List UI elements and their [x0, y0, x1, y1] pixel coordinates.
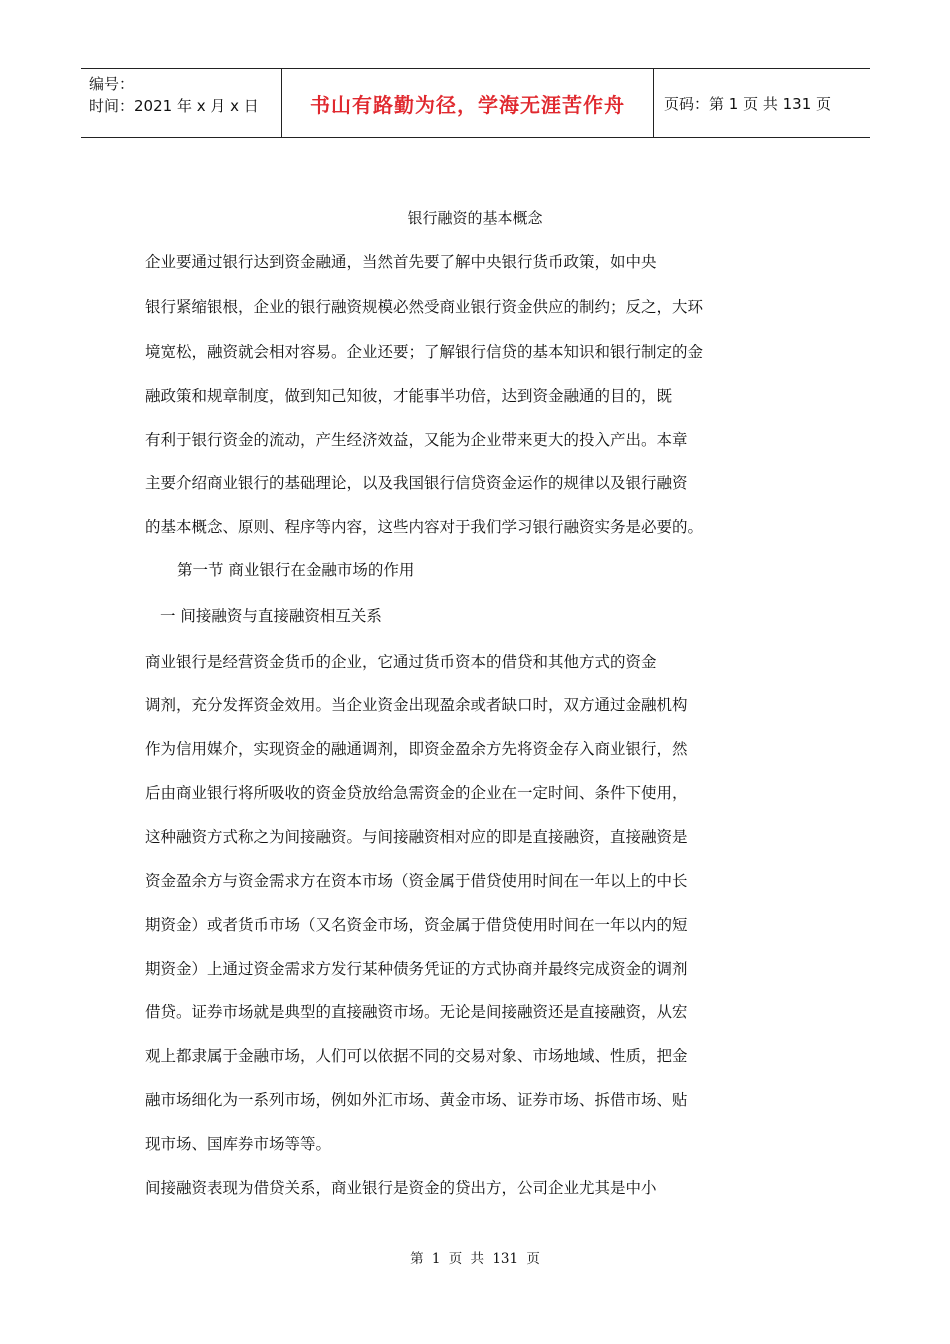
page-footer: 第 1 页 共 131 页 — [410, 1251, 540, 1267]
section-heading: 第一节 商业银行在金融市场的作用 — [177, 561, 415, 579]
body-line: 间接融资表现为借贷关系，商业银行是资金的贷出方，公司企业尤其是中小 — [145, 1179, 657, 1197]
body-line: 的基本概念、原则、程序等内容，这些内容对于我们学习银行融资实务是必要的。 — [145, 518, 704, 536]
body-line: 银行紧缩银根，企业的银行融资规模必然受商业银行资金供应的制约；反之，大环 — [145, 298, 704, 316]
body-line: 这种融资方式称之为间接融资。与间接融资相对应的即是直接融资，直接融资是 — [145, 828, 688, 846]
body-line: 融市场细化为一系列市场，例如外汇市场、黄金市场、证券市场、拆借市场、贴 — [145, 1091, 688, 1109]
body-line: 后由商业银行将所吸收的资金贷放给急需资金的企业在一定时间、条件下使用， — [145, 784, 688, 802]
body-line: 资金盈余方与资金需求方在资本市场（资金属于借贷使用时间在一年以上的中长 — [145, 872, 688, 890]
header-motto: 书山有路勤为径，学海无涯苦作舟 — [310, 92, 625, 117]
header-motto-cell — [282, 69, 654, 137]
document-time-label: 时间：2021 年 x 月 x 日 — [89, 97, 259, 115]
body-line: 期资金）或者货币市场（又名资金市场，资金属于借贷使用时间在一年以内的短 — [145, 916, 688, 934]
body-line: 期资金）上通过资金需求方发行某种债务凭证的方式协商并最终完成资金的调剂 — [145, 960, 688, 978]
header-page-info: 页码：第 1 页 共 131 页 — [664, 94, 832, 113]
body-line: 主要介绍商业银行的基础理论，以及我国银行信贷资金运作的规律以及银行融资 — [145, 474, 688, 492]
body-line: 借贷。证券市场就是典型的直接融资市场。无论是间接融资还是直接融资，从宏 — [145, 1003, 688, 1021]
body-line: 作为信用媒介，实现资金的融通调剂，即资金盈余方先将资金存入商业银行，然 — [145, 740, 688, 758]
body-line: 融政策和规章制度，做到知己知彼，才能事半功倍，达到资金融通的目的，既 — [145, 387, 673, 405]
body-line: 境宽松，融资就会相对容易。企业还要；了解银行信贷的基本知识和银行制定的金 — [145, 343, 704, 361]
header-table — [81, 68, 870, 138]
body-line: 调剂，充分发挥资金效用。当企业资金出现盈余或者缺口时，双方通过金融机构 — [145, 696, 688, 714]
subsection-heading: 一 间接融资与直接融资相互关系 — [160, 607, 382, 625]
header-page-cell — [654, 69, 870, 137]
body-line: 商业银行是经营资金货币的企业，它通过货币资本的借贷和其他方式的资金 — [145, 653, 657, 671]
document-title: 银行融资的基本概念 — [407, 209, 543, 227]
body-line: 企业要通过银行达到资金融通，当然首先要了解中央银行货币政策，如中央 — [145, 253, 657, 271]
body-line: 观上都隶属于金融市场，人们可以依据不同的交易对象、市场地域、性质，把金 — [145, 1047, 688, 1065]
header-meta-cell — [81, 69, 282, 137]
document-number-label: 编号： — [89, 75, 135, 93]
body-line: 现市场、国库券市场等等。 — [145, 1135, 332, 1153]
body-line: 有利于银行资金的流动，产生经济效益，又能为企业带来更大的投入产出。本章 — [145, 431, 688, 449]
